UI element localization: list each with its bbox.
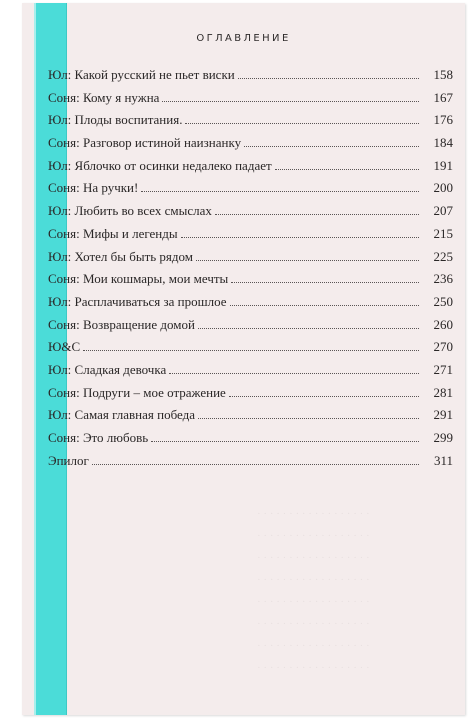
toc-entry-title: Юл: Расплачиваться за прошлое [48,293,227,309]
toc-entry [48,203,453,226]
toc-entry-title: Юл: Хотел бы быть рядом [48,248,194,264]
toc-entry-page: 311 [433,452,453,468]
toc-entry-page: 236 [433,271,453,287]
dot-leader [162,101,419,102]
toc-entry [48,67,453,90]
dot-leader [141,191,419,192]
dot-leader [151,441,419,442]
toc-entry-title: Юл: Яблочко от осинки недалеко падает [48,157,272,173]
dot-leader [83,350,419,351]
toc-entry [48,112,453,135]
dot-leader [185,123,419,124]
toc-entry-title: Юл: Сладкая девочка [48,361,167,377]
dot-leader [229,396,419,397]
toc-entry-title: Юл: Самая главная победа [48,407,196,423]
toc-entry-title: Соня: На ручки! [48,180,139,196]
toc-entry [48,407,453,430]
table-of-contents [48,67,453,475]
toc-entry [48,453,453,476]
toc-entry-title: Юл: Любить во всех смыслах [48,203,212,219]
toc-entry [48,158,453,181]
toc-entry-page: 158 [433,67,453,82]
toc-entry-title: Соня: Это любовь [48,430,149,445]
toc-entry-title: Юл: Плоды воспитания. [48,112,183,128]
dot-leader [198,328,419,329]
dot-leader [230,305,419,306]
toc-entry [48,317,453,340]
toc-entry-page: 271 [433,361,453,377]
toc-entry [48,294,453,317]
toc-entry [48,430,453,453]
show-through-texture: · · · · · · · · · · · · · · · · · · · · · · · · · · · · · · · · · · · · · · · · · · · · · · · · · · · · · · · · · · · · · · · · · · · · · · · · · · · · · · · · · · · · · · · · · · · · · · · · · · · · · · · · · · · · · · · · · · · · · · · · · · · · · · · · · · · · · · · · · · · · · · · · [257,508,370,674]
toc-entry [48,385,453,408]
toc-entry-page: 207 [433,203,453,219]
toc-entry-title: Соня: Разговор истиной наизнанку [48,135,242,151]
toc-entry-page: 191 [433,157,453,173]
dot-leader [169,373,419,374]
toc-entry-title: Юл: Какой русский не пьет виски [48,67,235,82]
toc-entry [48,180,453,203]
toc-entry-title: Соня: Мои кошмары, мои мечты [48,271,229,287]
toc-entry-page: 176 [433,112,453,128]
dot-leader [196,260,419,261]
dot-leader [238,78,419,79]
dot-leader [231,282,419,283]
toc-entry-title: Эпилог [48,452,89,468]
book-page [22,3,465,715]
toc-entry-page: 200 [433,180,453,196]
dot-leader [198,418,419,419]
dot-leader [215,214,419,215]
toc-entry-page: 291 [433,407,453,423]
toc-entry-page: 299 [433,430,453,445]
dot-leader [244,146,419,147]
toc-entry-page: 184 [433,135,453,151]
toc-entry [48,339,453,362]
toc-entry-page: 270 [433,339,453,355]
toc-entry [48,362,453,385]
toc-entry-page: 260 [433,316,453,332]
toc-entry-title: Соня: Возвращение домой [48,316,195,332]
toc-entry [48,90,453,113]
toc-entry [48,271,453,294]
toc-entry-title: Ю&С [48,339,81,355]
toc-entry [48,226,453,249]
toc-entry-page: 167 [433,89,453,105]
toc-entry-page: 250 [433,293,453,309]
dot-leader [275,169,419,170]
toc-entry [48,249,453,272]
toc-entry-title: Соня: Подруги – мое отражение [48,384,226,400]
toc-entry-title: Соня: Кому я нужна [48,89,160,105]
toc-entry-page: 281 [433,384,453,400]
toc-entry [48,135,453,158]
dot-leader [181,237,419,238]
dot-leader [92,464,419,465]
toc-entry-page: 225 [433,248,453,264]
page-title: ОГЛАВЛЕНИЕ [196,33,291,44]
toc-entry-page: 215 [433,225,453,241]
toc-entry-title: Соня: Мифы и легенды [48,225,178,241]
